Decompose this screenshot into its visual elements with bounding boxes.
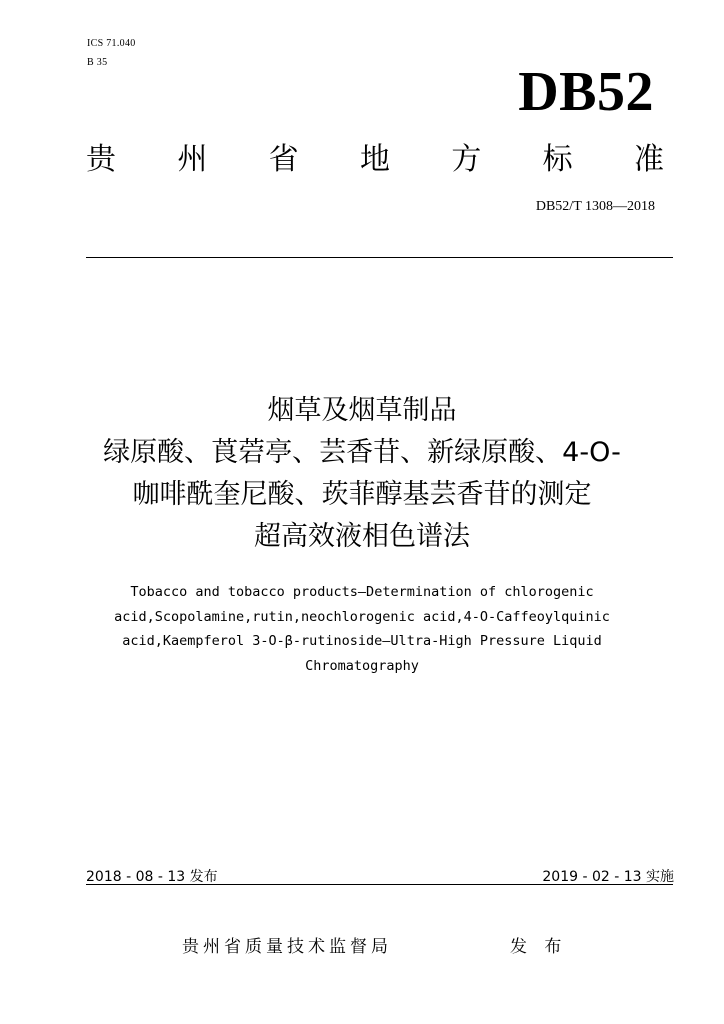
issue-date: 2018 - 08 - 13 发布 xyxy=(86,869,218,885)
ccs-number: B 35 xyxy=(87,57,108,68)
standard-type xyxy=(86,142,664,178)
standard-type-char: 省 xyxy=(268,142,299,177)
bottom-divider xyxy=(86,884,673,885)
standard-type-char: 准 xyxy=(633,142,664,177)
standard-type-char: 地 xyxy=(359,142,390,177)
chinese-title-line: 绿原酸、莨菪亭、芸香苷、新绿原酸、4-O- xyxy=(103,437,621,468)
chinese-title-line: 咖啡酰奎尼酸、莰菲醇基芸香苷的测定 xyxy=(132,479,592,510)
english-title-line: Chromatography xyxy=(305,657,419,674)
standard-type-char: 标 xyxy=(542,142,573,177)
top-divider xyxy=(86,257,673,258)
ics-number: ICS 71.040 xyxy=(87,38,136,49)
chinese-title-line: 超高效液相色谱法 xyxy=(254,521,470,552)
english-title-line: Tobacco and tobacco products—Determination of chlorogenic xyxy=(130,584,594,600)
standard-type-char: 州 xyxy=(177,142,208,177)
standard-type-char: 方 xyxy=(451,142,482,177)
standard-number: DB52/T 1308—2018 xyxy=(535,199,655,214)
standard-type-char: 贵 xyxy=(86,142,116,177)
chinese-title-line: 烟草及烟草制品 xyxy=(267,395,457,426)
english-title xyxy=(60,580,664,678)
chinese-title xyxy=(40,390,684,558)
implementation-date: 2019 - 02 - 13 实施 xyxy=(542,869,674,885)
standard-code: DB52 xyxy=(518,61,654,123)
issuing-authority: 贵州省质量技术监督局 xyxy=(182,937,392,957)
english-title-line: acid,Kaempferol 3-O-β-rutinoside—Ultra-High Pressure Liquid xyxy=(122,633,602,649)
english-title-line: acid,Scopolamine,rutin,neochlorogenic acid,4-O-Caffeoylquinic xyxy=(114,608,610,625)
issue-label: 发 布 xyxy=(510,937,568,957)
